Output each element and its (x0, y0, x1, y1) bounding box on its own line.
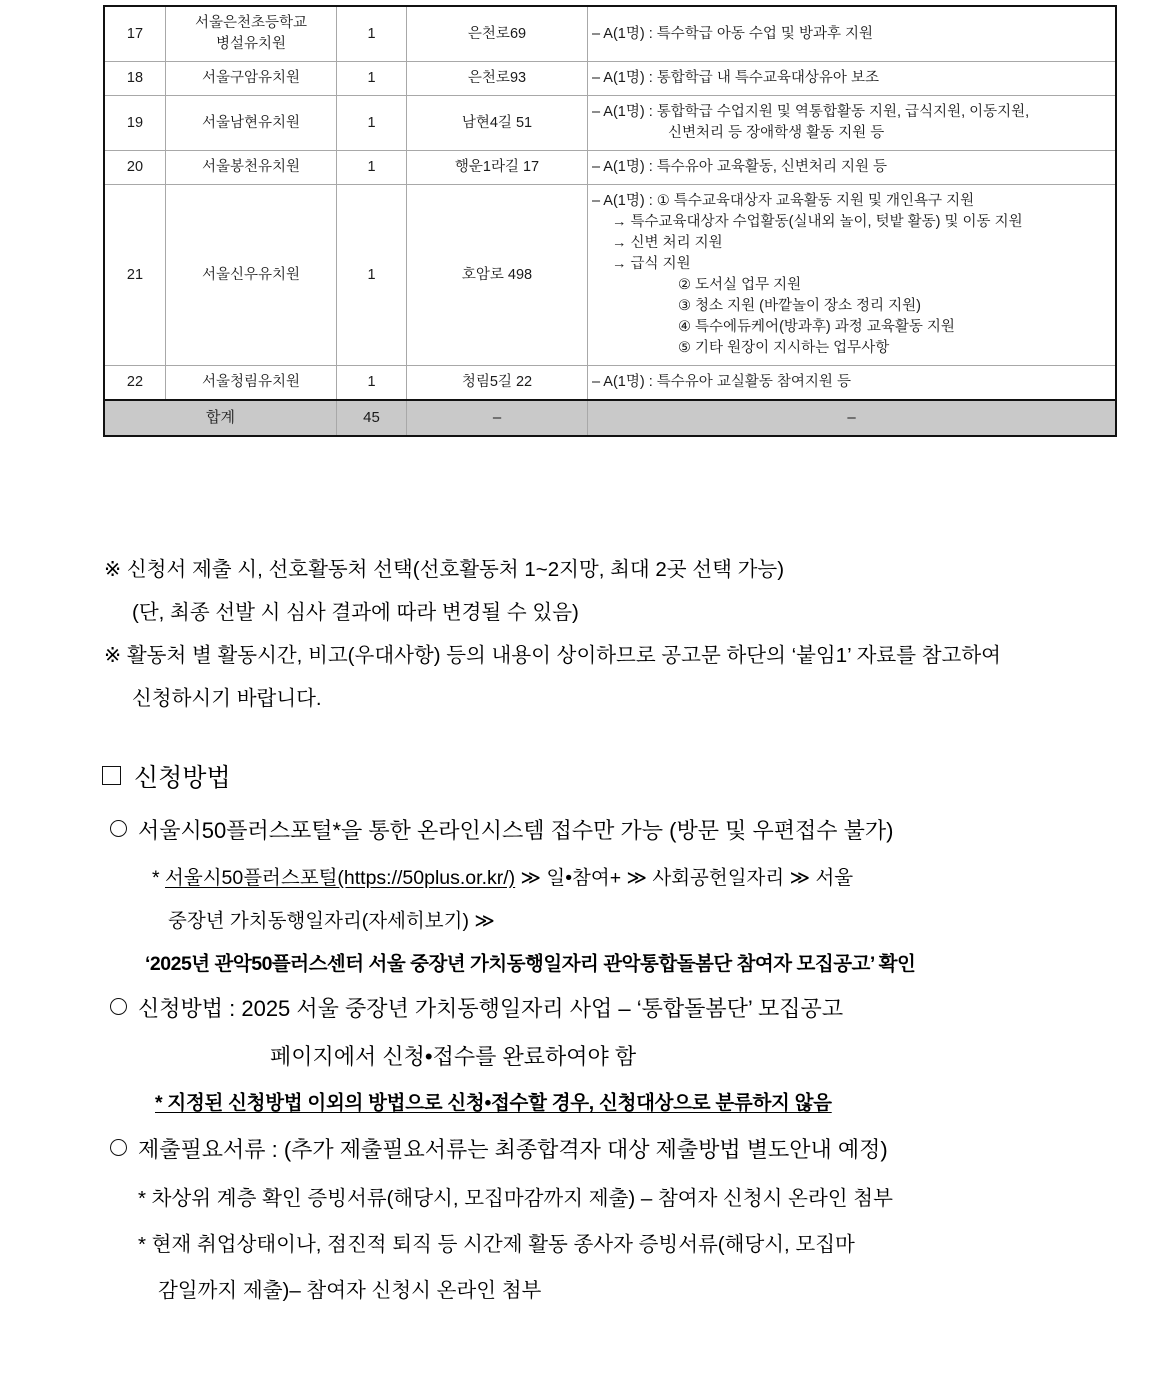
desc-line: ② 도서실 업무 지원 (678, 277, 802, 294)
table-row (104, 62, 1116, 96)
required-document-item-1: * 차상위 계층 확인 증빙서류(해당시, 모집마감까지 제출) – 참여자 신청시 온라인 첨부 (138, 1187, 893, 1210)
site-address: 은천로93 (407, 62, 588, 96)
note-line-2-continued: 신청하시기 바랍니다. (132, 687, 322, 710)
portal-url-link[interactable]: 서울시50플러스포털(https://50plus.or.kr/) (165, 867, 516, 889)
site-name-line: 병설유치원 (215, 36, 287, 53)
desc-line: → 급식 지원 (612, 256, 691, 273)
desc-line: – A(1명) : 통합학급 수업지원 및 역통합활동 지원, 급식지원, 이동지원, (592, 104, 1030, 121)
row-number: 19 (104, 96, 166, 151)
bullet-item-apply-method (0, 992, 1170, 1023)
sub-item-portal-path-continued: 중장년 가치동행일자리(자세히보기) ≫ (168, 910, 495, 932)
note-line-1: ※ 신청서 제출 시, 선호활동처 선택(선호활동처 1~2지망, 최대 2곳 선택 가능) (104, 558, 785, 581)
site-address: 청림5길 22 (407, 366, 588, 401)
bullet-item-portal-label: 서울시50플러스포털*을 통한 온라인시스템 접수만 가능 (방문 및 우편접수 불가) (138, 818, 894, 843)
site-name-line: 서울남현유치원 (201, 114, 301, 131)
activity-description (588, 366, 1117, 401)
row-number: 20 (104, 151, 166, 185)
desc-line: – A(1명) : 특수유아 교육활동, 신변처리 지원 등 (592, 159, 888, 176)
table-row (104, 151, 1116, 185)
desc-line: – A(1명) : 특수학급 아동 수업 및 방과후 지원 (592, 25, 874, 42)
headcount: 1 (337, 96, 407, 151)
activity-sites-table (103, 5, 1117, 437)
site-address: 은천로69 (407, 6, 588, 62)
site-address: 호암로 498 (407, 185, 588, 366)
site-name (166, 366, 337, 401)
bullet-item-portal (0, 814, 1170, 845)
note-line-1-continued: (단, 최종 선발 시 심사 결과에 따라 변경될 수 있음) (132, 601, 579, 624)
site-name-line: 서울은천초등학교 (194, 15, 308, 31)
desc-line: ⑤ 기타 원장이 지시하는 업무사항 (678, 340, 890, 357)
desc-line: ④ 특수에듀케어(방과후) 과정 교육활동 지원 (678, 319, 955, 336)
site-name (166, 96, 337, 151)
section-heading-application-method (0, 758, 1170, 794)
activity-description (588, 6, 1117, 62)
apply-method-warning: * 지정된 신청방법 이외의 방법으로 신청•접수할 경우, 신청대상으로 분류하지 않음 (155, 1092, 832, 1114)
headcount: 1 (337, 62, 407, 96)
site-name-line: 서울봉천유치원 (201, 159, 301, 176)
site-name-line: 서울구암유치원 (201, 70, 301, 87)
table-row (104, 6, 1116, 62)
asterisk-marker: * (152, 867, 160, 889)
sub-item-portal-path (0, 862, 1170, 890)
total-headcount: 45 (337, 400, 407, 436)
row-number: 21 (104, 185, 166, 366)
table-body (104, 6, 1116, 436)
section-heading-label: 신청방법 (134, 764, 231, 792)
activity-description (588, 151, 1117, 185)
site-name-line: 서울청림유치원 (201, 374, 301, 391)
bullet-item-apply-method-label: 신청방법 : 2025 서울 중장년 가치동행일자리 사업 – ‘통합돌봄단’ 모집공고 (138, 996, 844, 1021)
headcount: 1 (337, 185, 407, 366)
document-body (0, 552, 1170, 1319)
activity-description (588, 185, 1117, 366)
site-name (166, 185, 337, 366)
site-address: 행운1라길 17 (407, 151, 588, 185)
note-line-2: ※ 활동처 별 활동시간, 비고(우대사항) 등의 내용이 상이하므로 공고문 하단의 ‘붙임1’ 자료를 참고하여 (104, 644, 1001, 667)
desc-line: – A(1명) : ① 특수교육대상자 교육활동 지원 및 개인욕구 지원 (592, 193, 975, 210)
desc-line: – A(1명) : 통합학급 내 특수교육대상유아 보조 (592, 70, 879, 87)
required-document-item-2: * 현재 취업상태이나, 점진적 퇴직 등 시간제 활동 종사자 증빙서류(해당시, 모집마 (138, 1233, 855, 1256)
total-label: 합계 (104, 400, 337, 436)
desc-line: → 신변 처리 지원 (612, 235, 723, 252)
table-row (104, 366, 1116, 401)
announcement-title-emphasis: ‘2025년 관악50플러스센터 서울 중장년 가치동행일자리 관악통합돌봄단 참여자 모집공고’ 확인 (145, 953, 916, 975)
row-number: 22 (104, 366, 166, 401)
table-row (104, 185, 1116, 366)
table-row (104, 96, 1116, 151)
desc-line: 신변처리 등 장애학생 활동 지원 등 (668, 125, 885, 142)
bullet-item-required-documents-label: 제출필요서류 : (추가 제출필요서류는 최종합격자 대상 제출방법 별도안내 예정) (138, 1137, 888, 1162)
site-name (166, 62, 337, 96)
total-description: – (588, 400, 1117, 436)
row-number: 18 (104, 62, 166, 96)
desc-line: ③ 청소 지원 (바깥놀이 장소 정리 지원) (678, 298, 921, 315)
portal-path-rest: ≫ 일•참여+ ≫ 사회공헌일자리 ≫ 서울 (515, 867, 854, 889)
desc-line: – A(1명) : 특수유아 교실활동 참여지원 등 (592, 374, 851, 391)
circle-bullet-icon (110, 820, 127, 837)
activity-description (588, 62, 1117, 96)
activity-sites-table-container (103, 5, 1069, 437)
headcount: 1 (337, 151, 407, 185)
site-address: 남현4길 51 (407, 96, 588, 151)
headcount: 1 (337, 6, 407, 62)
required-document-item-2-continued: 감일까지 제출)– 참여자 신청시 온라인 첨부 (158, 1279, 542, 1302)
activity-description (588, 96, 1117, 151)
row-number: 17 (104, 6, 166, 62)
desc-line: → 특수교육대상자 수업활동(실내외 놀이, 텃밭 활동) 및 이동 지원 (612, 214, 1023, 231)
site-name (166, 151, 337, 185)
headcount: 1 (337, 366, 407, 401)
bullet-item-apply-method-continued: 페이지에서 신청•접수를 완료하여야 함 (270, 1044, 637, 1069)
site-name-line: 서울신우유치원 (201, 266, 301, 283)
site-name (166, 6, 337, 62)
bullet-item-required-documents (0, 1133, 1170, 1164)
circle-bullet-icon (110, 998, 127, 1015)
square-bullet-icon (102, 766, 121, 785)
circle-bullet-icon (110, 1139, 127, 1156)
table-total-row (104, 400, 1116, 436)
total-address: – (407, 400, 588, 436)
